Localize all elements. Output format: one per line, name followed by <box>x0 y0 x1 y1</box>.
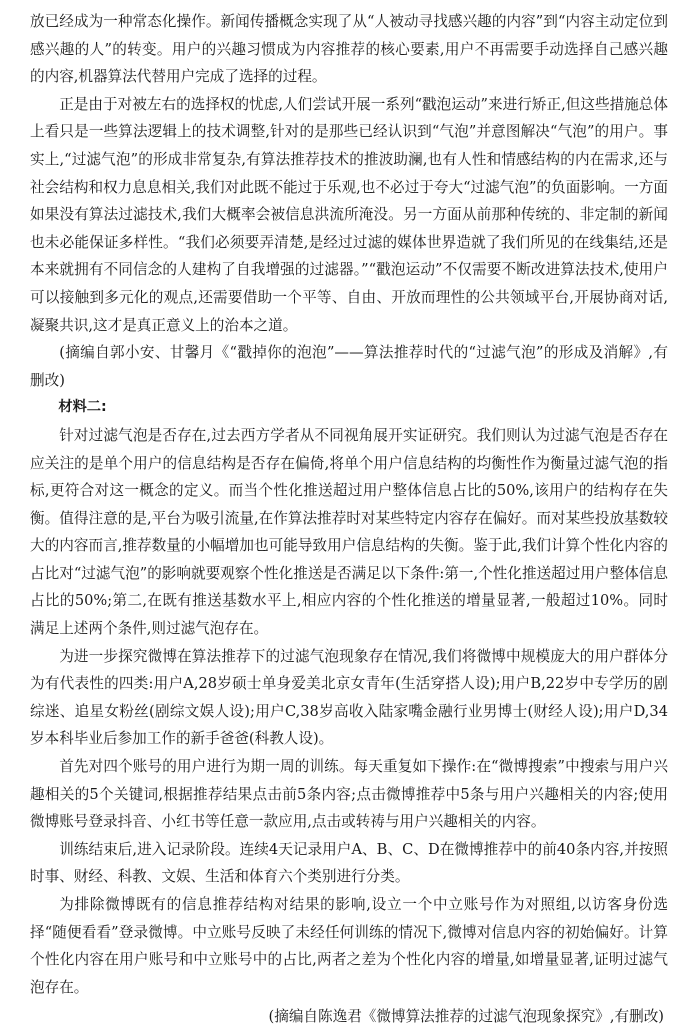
material-two-paragraph-4: 训练结束后,进入记录阶段。连续4天记录用户A、B、C、D在微博推荐中的前40条内容,并按照时事、财经、科教、文娱、生活和体育六个类别进行分类。 <box>30 840 668 886</box>
material-two-paragraph-1: 针对过滤气泡是否存在,过去西方学者从不同视角展开实证研究。我们则认为过滤气泡是否存在应关注的是单个用户的信息结构是否存在偏倚,将单个用户信息结构的均衡性作为衡量过滤气泡的指标,更符合对这一概念的定义。而当个性化推送超过用户整体信息占比的50%,该用户的结构存在失衡。值得注意的是,平台为吸引流量,在作算法推荐时对某些特定内容存在偏好。而对某些投放基数较大的内容而言,推荐数量的小幅增加也可能导致用户信息结构的失衡。鉴于此,我们计算个性化内容的占比对“过滤气泡”的影响就要观察个性化推送是否满足以下条件:第一,个性化推送超过用户整体信息占比的50%;第二,在既有推送基数水平上,相应内容的个性化推送的增量显著,一般超过10%。同时满足上述两个条件,则过滤气泡存在。 <box>30 426 668 638</box>
material-two-heading: 材料二: <box>58 399 107 416</box>
material-two-citation: (摘编自陈逸君《微博算法推荐的过滤气泡现象探究》,有删改) <box>268 1008 664 1026</box>
material-two-paragraph-5: 为排除微博既有的信息推荐结构对结果的影响,设立一个中立账号作为对照组,以访客身份选择“随便看看”登录微博。中立账号反映了未经任何训练的情况下,微博对信息内容的初始偏好。计算个性化内容在用户账号和中立账号中的占比,两者之差为个性化内容的增量,如增量显著,证明过滤气泡存在。 <box>30 896 668 996</box>
material-two-paragraph-3: 首先对四个账号的用户进行为期一周的训练。每天重复如下操作:在“微博搜索”中搜索与用户兴趣相关的5个关键词,根据推荐结果点击前5条内容;点击微博推荐中5条与用户兴趣相关的内容;使用微博账号登录抖音、小红书等任意一款应用,点击或转祷与用户兴趣相关的内容。 <box>30 758 668 831</box>
material-one-citation: (摘编自郭小安、甘馨月《“戳掉你的泡泡”——算法推荐时代的“过滤气泡”的形成及消解》,有删改) <box>30 344 668 389</box>
material-two-paragraph-2: 为进一步探究微博在算法推荐下的过滤气泡现象存在情况,我们将微博中规模庞大的用户群体分为有代表性的四类:用户A,28岁硕士单身爱美北京女青年(生活穿搭人设);用户B,22岁中专学历的剧综迷、追星女粉丝(剧综文娱人设);用户C,38岁高收入陆家嘴金融行业男博士(财经人设);用户D,34岁本科毕业后参加工作的新手爸爸(科教人设)。 <box>30 647 668 748</box>
material-one-paragraph-2: 正是由于对被左右的选择权的忧虑,人们尝试开展一系列“戳泡运动”来进行矫正,但这些措施总体上看只是一些算法逻辑上的技术调整,针对的是那些已经认识到“气泡”并意图解决“气泡”的用户。事实上,“过滤气泡”的形成非常复杂,有算法推荐技术的推波助澜,也有人性和情感结构的内在需求,还与社会结构和权力息息相关,我们对此既不能过于乐观,也不必过于夸大“过滤气泡”的负面影响。一方面如果没有算法过滤技术,我们大概率会被信息洪流所淹没。另一方面从前那种传统的、非定制的新闻也未必能保证多样性。“我们必须要弄清楚,是经过过滤的媒体世界造就了我们所见的在线集结,还是本来就拥有不同信念的人建构了自我增强的过滤器。”“戳泡运动”不仅需要不断改进算法技术,使用户可以接触到多元化的观点,还需要借助一个平等、自由、开放而理性的公共领域平台,开展协商对话,凝聚共识,这才是真正意义上的治本之道。 <box>30 95 668 334</box>
material-one-paragraph-1: 放已经成为一种常态化操作。新闻传播概念实现了从“人被动寻找感兴趣的内容”到“内容主动定位到感兴趣的人”的转变。用户的兴趣习惯成为内容推荐的核心要素,用户不再需要手动选择自己感兴趣的内容,机器算法代替用户完成了选择的过程。 <box>30 13 668 86</box>
